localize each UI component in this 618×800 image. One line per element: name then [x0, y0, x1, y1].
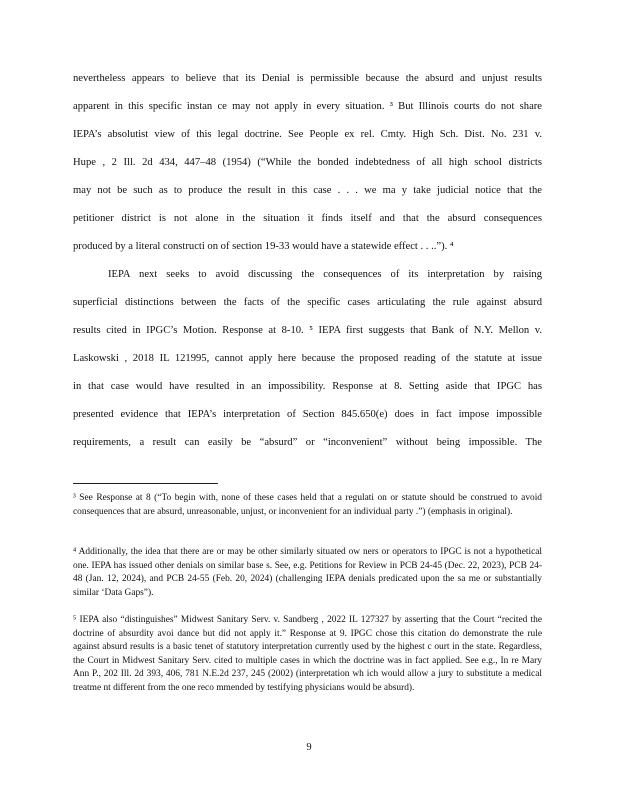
body-line: petitioner district is not alone in the situation it finds itself and that the absurd consequences	[73, 213, 542, 224]
body-line: may not be such as to produce the result in this case . . . we ma y take judicial notice that the	[73, 185, 542, 196]
body-line: superficial distinctions between the facts of the specific cases articulating the rule against absurd	[73, 297, 542, 308]
body-line: IEPA’s absolutist view of this legal doctrine. See People ex rel. Cmty. High Sch. Dist. No. 231 v.	[73, 129, 542, 140]
body-line: apparent in this specific instan ce may not apply in every situation. ³ But Illinois courts do not share	[73, 101, 542, 112]
body-line-indented: IEPA next seeks to avoid discussing the consequences of its interpretation by raising	[108, 269, 542, 280]
footnote-3: ³ See Response at 8 (“To begin with, none of these cases held that a regulati on or statute should be construed to avoid consequences that are absurd, unreasonable, unjust, or inconvenient for an individual party .”) (emphasis in original).	[73, 493, 542, 517]
body-line: produced by a literal constructi on of section 19-33 would have a statewide effect . . ..”). ⁴	[73, 241, 454, 252]
body-line: Hupe , 2 Ill. 2d 434, 447–48 (1954) (“While the bonded indebtedness of all high school districts	[73, 157, 542, 168]
body-line: in that case would have resulted in an impossibility. Response at 8. Setting aside that IPGC has	[73, 381, 542, 392]
page-number: 9	[306, 742, 312, 753]
body-line: presented evidence that IEPA’s interpretation of Section 845.650(e) does in fact impose impossible	[73, 409, 542, 420]
body-line: results cited in IPGC’s Motion. Response at 8-10. ⁵ IEPA first suggests that Bank of N.Y. Mellon v.	[73, 325, 542, 336]
body-line: Laskowski , 2018 IL 121995, cannot apply here because the proposed reading of the statute at issue	[73, 353, 542, 364]
body-line: requirements, a result can easily be “absurd” or “inconvenient” without being impossible. The	[73, 437, 542, 448]
body-line: nevertheless appears to believe that its Denial is permissible because the absurd and unjust results	[73, 73, 542, 84]
footnote-separator	[73, 483, 218, 484]
footnote-4: ⁴ Additionally, the idea that there are or may be other similarly situated ow ners or operators to IPGC is not a hypothetical one. IEPA has issued other denials on similar base s. See, e.g. Petitions for Review in PCB 24-45 (Dec. 22, 2023), PCB 24-48 (Jan. 12, 2024), and PCB 24-55 (Feb. 20, 2024) (challenging IEPA denials predicated upon the sa me or substantially similar ‘Data Gaps”).	[73, 547, 542, 598]
footnote-5: ⁵ IEPA also “distinguishes” Midwest Sanitary Serv. v. Sandberg , 2022 IL 127327 by asserting that the Court “recited the doctrine of absurdity avoi dance but did not apply it.” Response at 9. IPGC chose this citation do demonstrate the rule against absurd results is a basic tenet of statutory interpretation currently used by the highest c ourt in the state. Regardless, the Court in Midwest Sanitary Serv. cited to multiple cases in which the doctrine was in fact applied. See e.g., In re Mary Ann P., 202 Ill. 2d 393, 406, 781 N.E.2d 237, 245 (2002) (interpretation wh ich would allow a jury to substitute a medical treatme nt different from the one reco mmended by testifying physicians would be absurd).	[73, 615, 542, 693]
